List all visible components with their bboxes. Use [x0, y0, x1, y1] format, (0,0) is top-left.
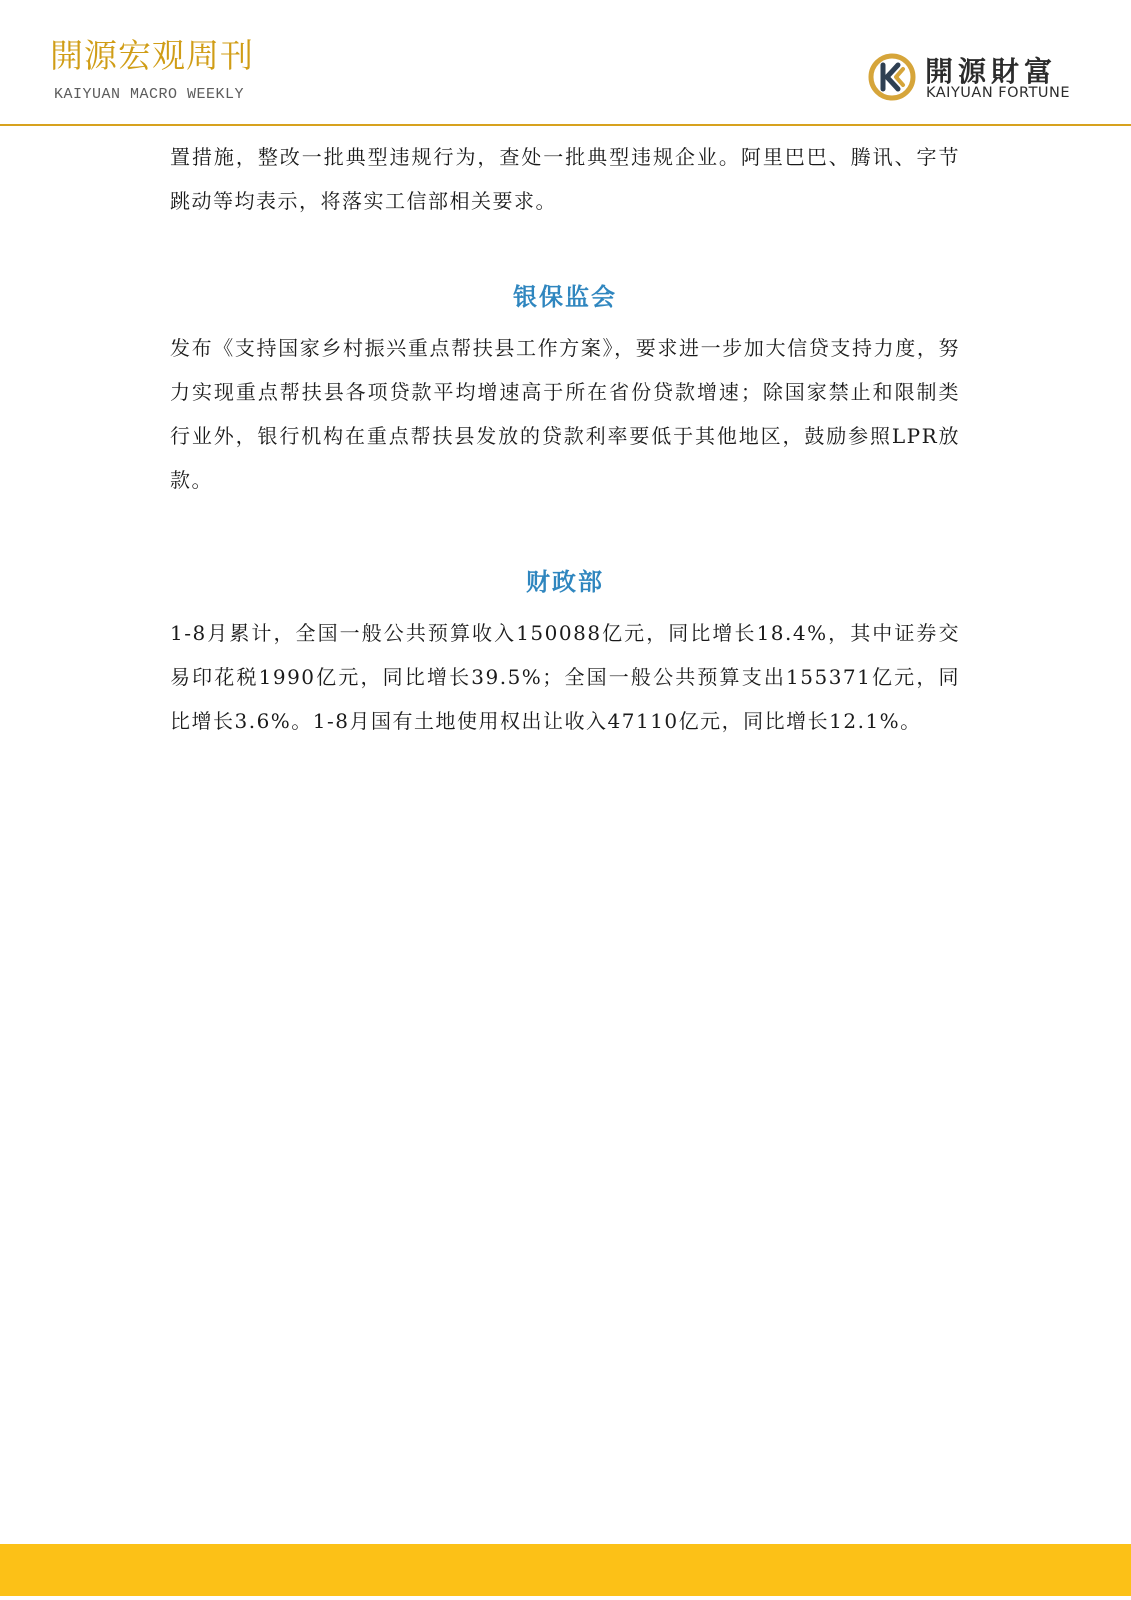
logo-name-en: KAIYUAN FORTUNE: [926, 85, 1071, 101]
page-header: [0, 0, 1131, 126]
section-title-mof: 财政部: [526, 567, 604, 596]
section-title-cbirc: 银保监会: [513, 282, 617, 311]
main-content: [170, 135, 960, 743]
publication-title: 開源宏观周刊: [50, 36, 254, 75]
intro-paragraph: 置措施，整改一批典型违规行为，查处一批典型违规企业。阿里巴巴、腾讯、字节跳动等均表示，将落实工信部相关要求。: [170, 145, 960, 213]
kaiyuan-logo-icon: [867, 52, 917, 102]
section-text-cbirc: 发布《支持国家乡村振兴重点帮扶县工作方案》，要求进一步加大信贷支持力度，努力实现重点帮扶县各项贷款平均增速高于所在省份贷款增速；除国家禁止和限制类行业外，银行机构在重点帮扶县发放的贷款利率要低于其他地区，鼓励参照LPR放款。: [170, 336, 960, 492]
footer-bar: [0, 1544, 1131, 1596]
publication-subtitle: KAIYUAN MACRO WEEKLY: [54, 86, 245, 103]
section-text-mof: 1-8月累计，全国一般公共预算收入150088亿元，同比增长18.4%，其中证券交易印花税1990亿元，同比增长39.5%；全国一般公共预算支出155371亿元，同比增长3.6%。1-8月国有土地使用权出让收入47110亿元，同比增长12.1%。: [170, 621, 960, 733]
logo-name-cn: 開源財富: [925, 55, 1058, 88]
kaiyuan-fortune-logo: [867, 50, 1087, 106]
